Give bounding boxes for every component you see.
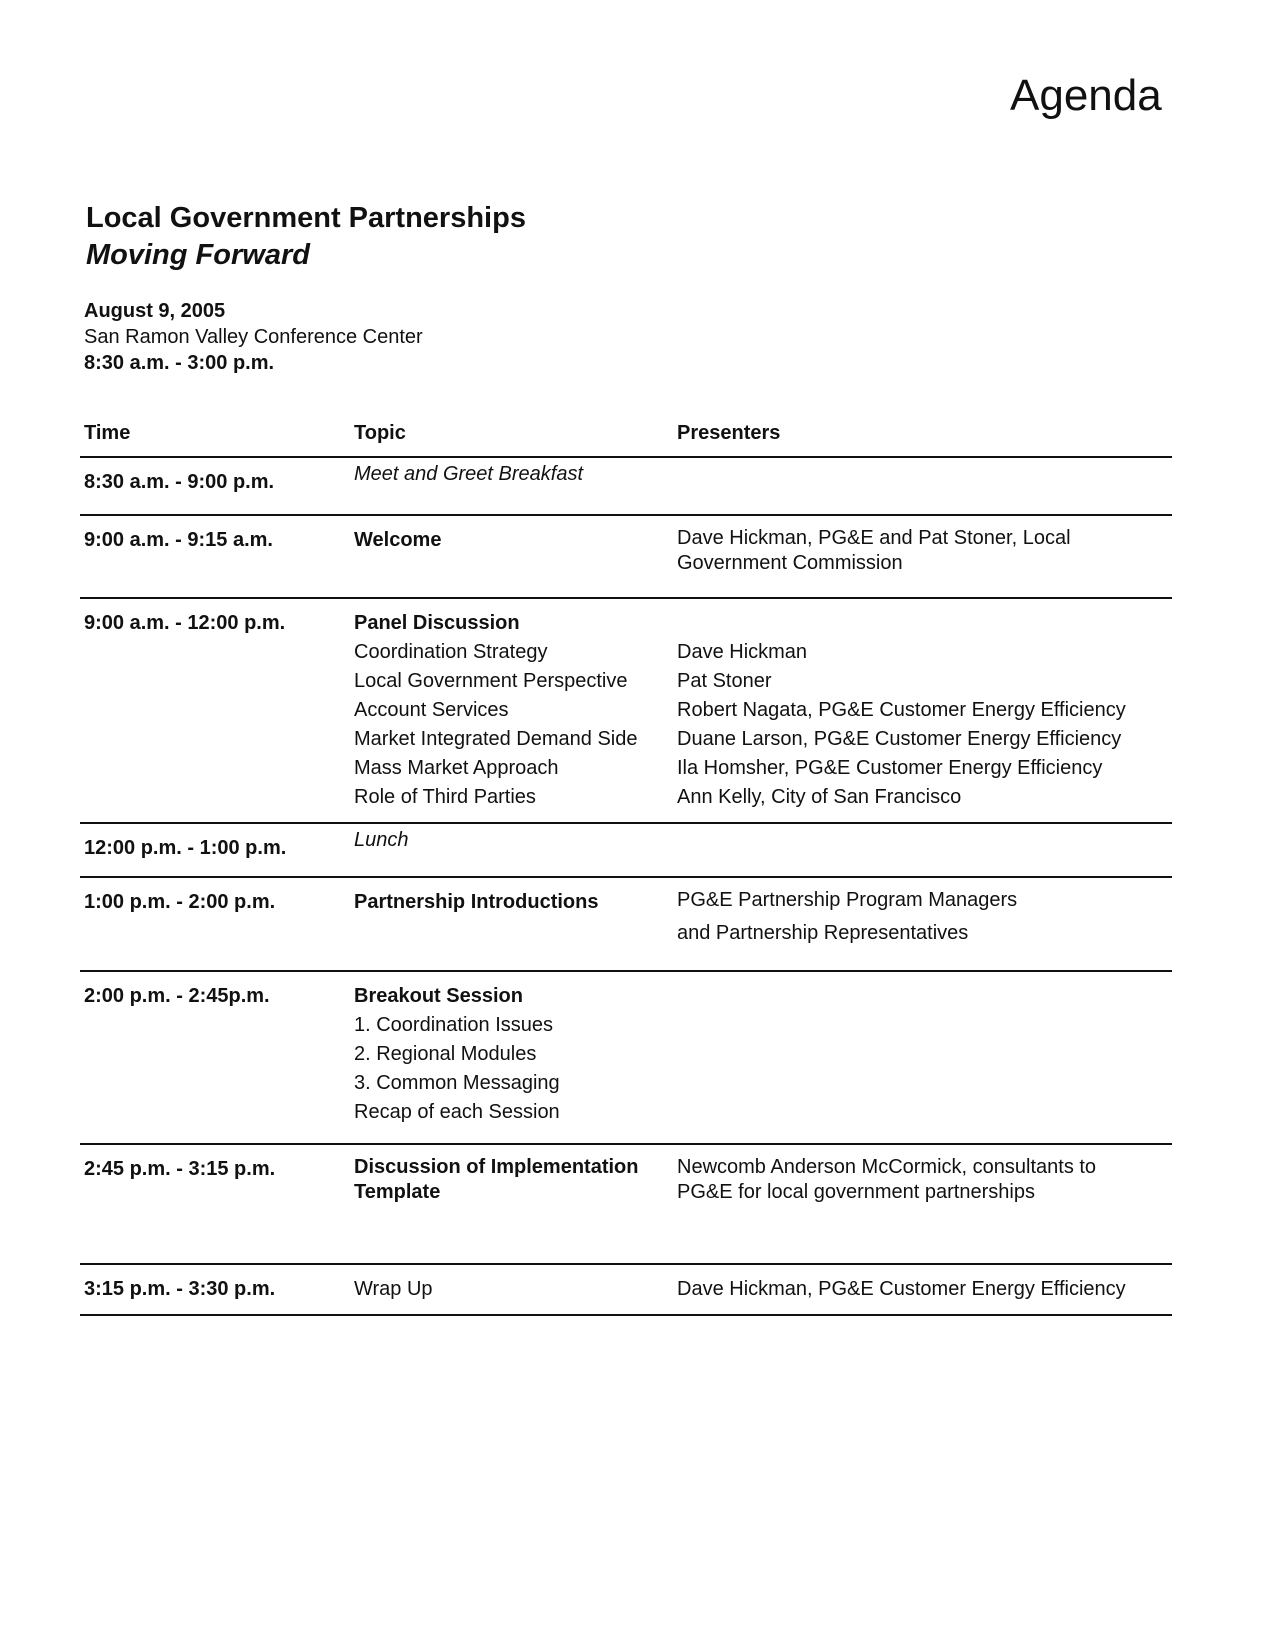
presenter-line: Ann Kelly, City of San Francisco — [677, 786, 962, 808]
row-time: 9:00 a.m. - 12:00 p.m. — [84, 612, 286, 634]
subtopic-line: Coordination Strategy — [354, 641, 548, 663]
subtopic-line: Role of Third Parties — [354, 786, 536, 808]
row-topic: Wrap Up — [354, 1278, 433, 1300]
row-topic: Lunch — [354, 829, 409, 851]
event-info — [84, 298, 423, 376]
presenter-line: Government Commission — [677, 552, 903, 574]
subtopic-line: 1. Coordination Issues — [354, 1014, 554, 1036]
row-topic-group — [354, 982, 560, 1127]
subtopic-line: Local Government Perspective — [354, 670, 628, 692]
row-topic-group — [354, 609, 638, 812]
presenter-line: and Partnership Representatives — [677, 922, 969, 944]
row-time: 2:45 p.m. - 3:15 p.m. — [84, 1158, 276, 1180]
subtopic-line: Mass Market Approach — [354, 757, 559, 779]
row-presenters: Dave Hickman, PG&E Customer Energy Efficiency — [677, 1278, 1126, 1300]
row-presenters — [677, 884, 1017, 950]
subtopic-line: 3. Common Messaging — [354, 1072, 560, 1094]
table-row — [80, 824, 1172, 876]
row-topic-group — [354, 1155, 638, 1205]
presenter-line: Duane Larson, PG&E Customer Energy Efficiency — [677, 728, 1122, 750]
row-topic-line2: Template — [354, 1181, 441, 1203]
event-title: Local Government Partnerships — [86, 202, 526, 234]
row-topic: Panel Discussion — [354, 612, 520, 634]
table-row — [80, 1145, 1172, 1263]
agenda-table — [80, 416, 1172, 1316]
row-topic: Welcome — [354, 529, 442, 551]
row-topic: Meet and Greet Breakfast — [354, 463, 584, 485]
row-time: 8:30 a.m. - 9:00 p.m. — [84, 471, 275, 493]
presenter-line: Pat Stoner — [677, 670, 772, 692]
table-row — [80, 458, 1172, 514]
table-bottom-rule — [80, 1314, 1172, 1316]
subtopic-line: 2. Regional Modules — [354, 1043, 537, 1065]
table-header — [80, 416, 1172, 456]
table-row — [80, 972, 1172, 1143]
table-row — [80, 1265, 1172, 1314]
row-time: 1:00 p.m. - 2:00 p.m. — [84, 891, 276, 913]
presenter-line: Newcomb Anderson McCormick, consultants to — [677, 1156, 1097, 1178]
header-time: Time — [84, 422, 131, 444]
header-topic: Topic — [354, 422, 406, 444]
presenter-line — [677, 609, 1126, 638]
header-presenters: Presenters — [677, 422, 781, 444]
table-row — [80, 878, 1172, 970]
presenter-line: Dave Hickman, PG&E and Pat Stoner, Local — [677, 527, 1071, 549]
subtopic-line: Recap of each Session — [354, 1101, 560, 1123]
event-venue: San Ramon Valley Conference Center — [84, 326, 423, 348]
row-time: 3:15 p.m. - 3:30 p.m. — [84, 1278, 276, 1300]
presenter-line: PG&E for local government partnerships — [677, 1181, 1035, 1203]
subtopic-line: Account Services — [354, 699, 509, 721]
row-presenters — [677, 609, 1126, 812]
subtopic-line: Market Integrated Demand Side — [354, 728, 638, 750]
event-subtitle: Moving Forward — [86, 239, 310, 271]
page-heading: Agenda — [1010, 71, 1162, 120]
presenter-line: PG&E Partnership Program Managers — [677, 889, 1018, 911]
row-presenters — [677, 1155, 1096, 1205]
row-topic: Partnership Introductions — [354, 891, 599, 913]
table-row — [80, 599, 1172, 822]
row-time: 2:00 p.m. - 2:45p.m. — [84, 985, 270, 1007]
presenter-line: Robert Nagata, PG&E Customer Energy Efficiency — [677, 699, 1126, 721]
row-time: 12:00 p.m. - 1:00 p.m. — [84, 837, 287, 859]
event-date: August 9, 2005 — [84, 300, 226, 322]
row-time: 9:00 a.m. - 9:15 a.m. — [84, 529, 273, 551]
row-topic: Breakout Session — [354, 985, 523, 1007]
row-topic: Discussion of Implementation — [354, 1156, 639, 1178]
row-presenters — [677, 526, 1071, 576]
presenter-line: Ila Homsher, PG&E Customer Energy Efficiency — [677, 757, 1103, 779]
event-hours: 8:30 a.m. - 3:00 p.m. — [84, 352, 275, 374]
table-row — [80, 516, 1172, 597]
presenter-line: Dave Hickman — [677, 641, 808, 663]
